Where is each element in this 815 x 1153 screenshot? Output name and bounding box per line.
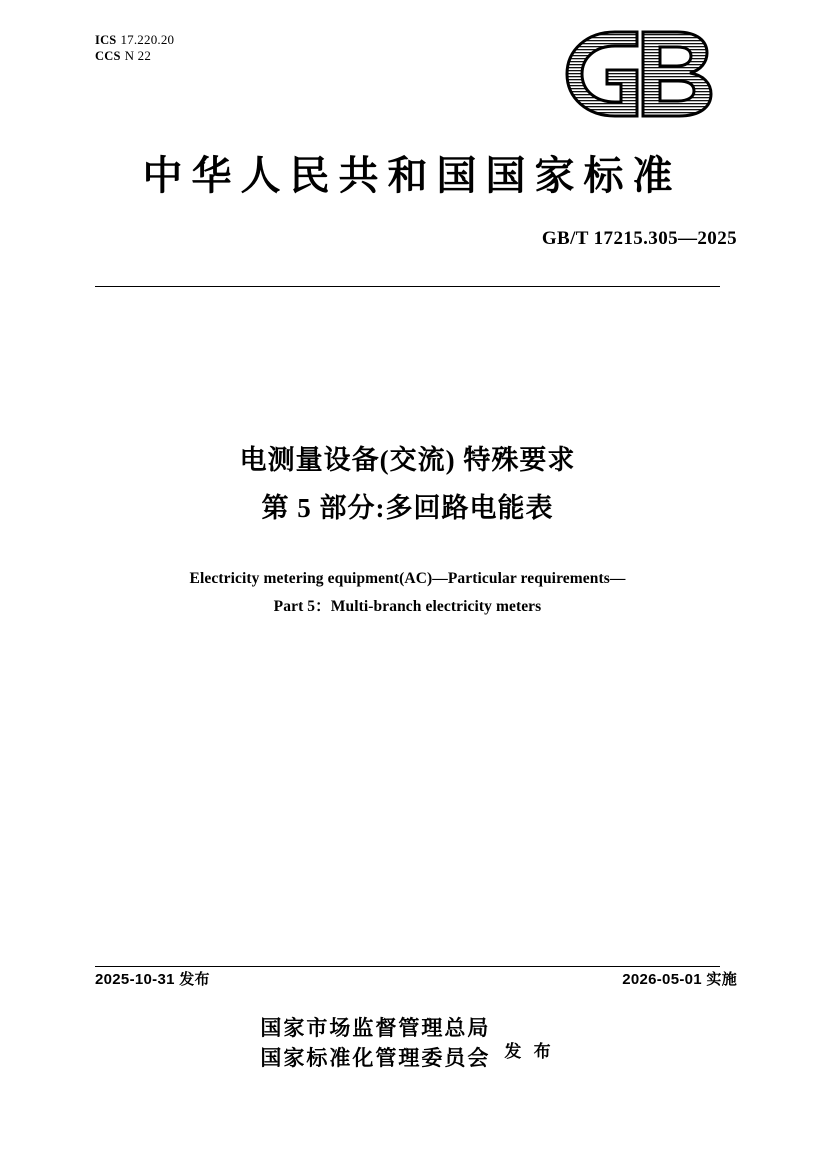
national-standard-title: 中华人民共和国国家标准 bbox=[142, 153, 682, 198]
issuer-verb: 发 布 bbox=[504, 1041, 555, 1061]
issuer-org-line1: 国家市场监督管理总局 bbox=[260, 1016, 491, 1040]
document-title-cn bbox=[0, 436, 815, 532]
issuer-inner bbox=[260, 1013, 554, 1073]
divider-top bbox=[95, 286, 720, 287]
gb-emblem-icon bbox=[557, 28, 727, 120]
gb-letter-b bbox=[643, 32, 711, 116]
ccs-label: CCS bbox=[95, 49, 121, 63]
ccs-value: N 22 bbox=[124, 48, 152, 63]
standard-number: GB/T 17215.305—2025 bbox=[541, 228, 737, 249]
document-title-en-line1: Electricity metering equipment(AC)—Particular requirements— bbox=[189, 570, 626, 587]
effective-date-block bbox=[622, 968, 737, 989]
document-title-en bbox=[0, 565, 815, 621]
divider-bottom bbox=[95, 966, 720, 967]
issue-date-label: 发布 bbox=[179, 972, 210, 988]
issue-date: 2025-10-31 bbox=[95, 971, 175, 988]
issuer-block bbox=[0, 1013, 815, 1073]
effective-date: 2026-05-01 bbox=[622, 971, 702, 988]
issuer-names bbox=[260, 1013, 490, 1073]
document-title-cn-line1: 电测量设备(交流) 特殊要求 bbox=[239, 445, 576, 475]
document-title-en-line2: Part 5：Multi-branch electricity meters bbox=[273, 598, 542, 615]
ics-value: 17.220.20 bbox=[120, 32, 175, 47]
issue-date-block bbox=[95, 968, 210, 989]
ccs-line bbox=[95, 48, 174, 64]
ics-label: ICS bbox=[95, 33, 117, 47]
document-title-cn-line2: 第 5 部分:多回路电能表 bbox=[261, 493, 554, 523]
issuer-org-line2: 国家标准化管理委员会 bbox=[260, 1046, 491, 1070]
effective-date-label: 实施 bbox=[706, 972, 737, 988]
gb-letter-g bbox=[567, 32, 637, 116]
ics-line bbox=[95, 32, 174, 48]
ics-ccs-block bbox=[95, 32, 174, 64]
